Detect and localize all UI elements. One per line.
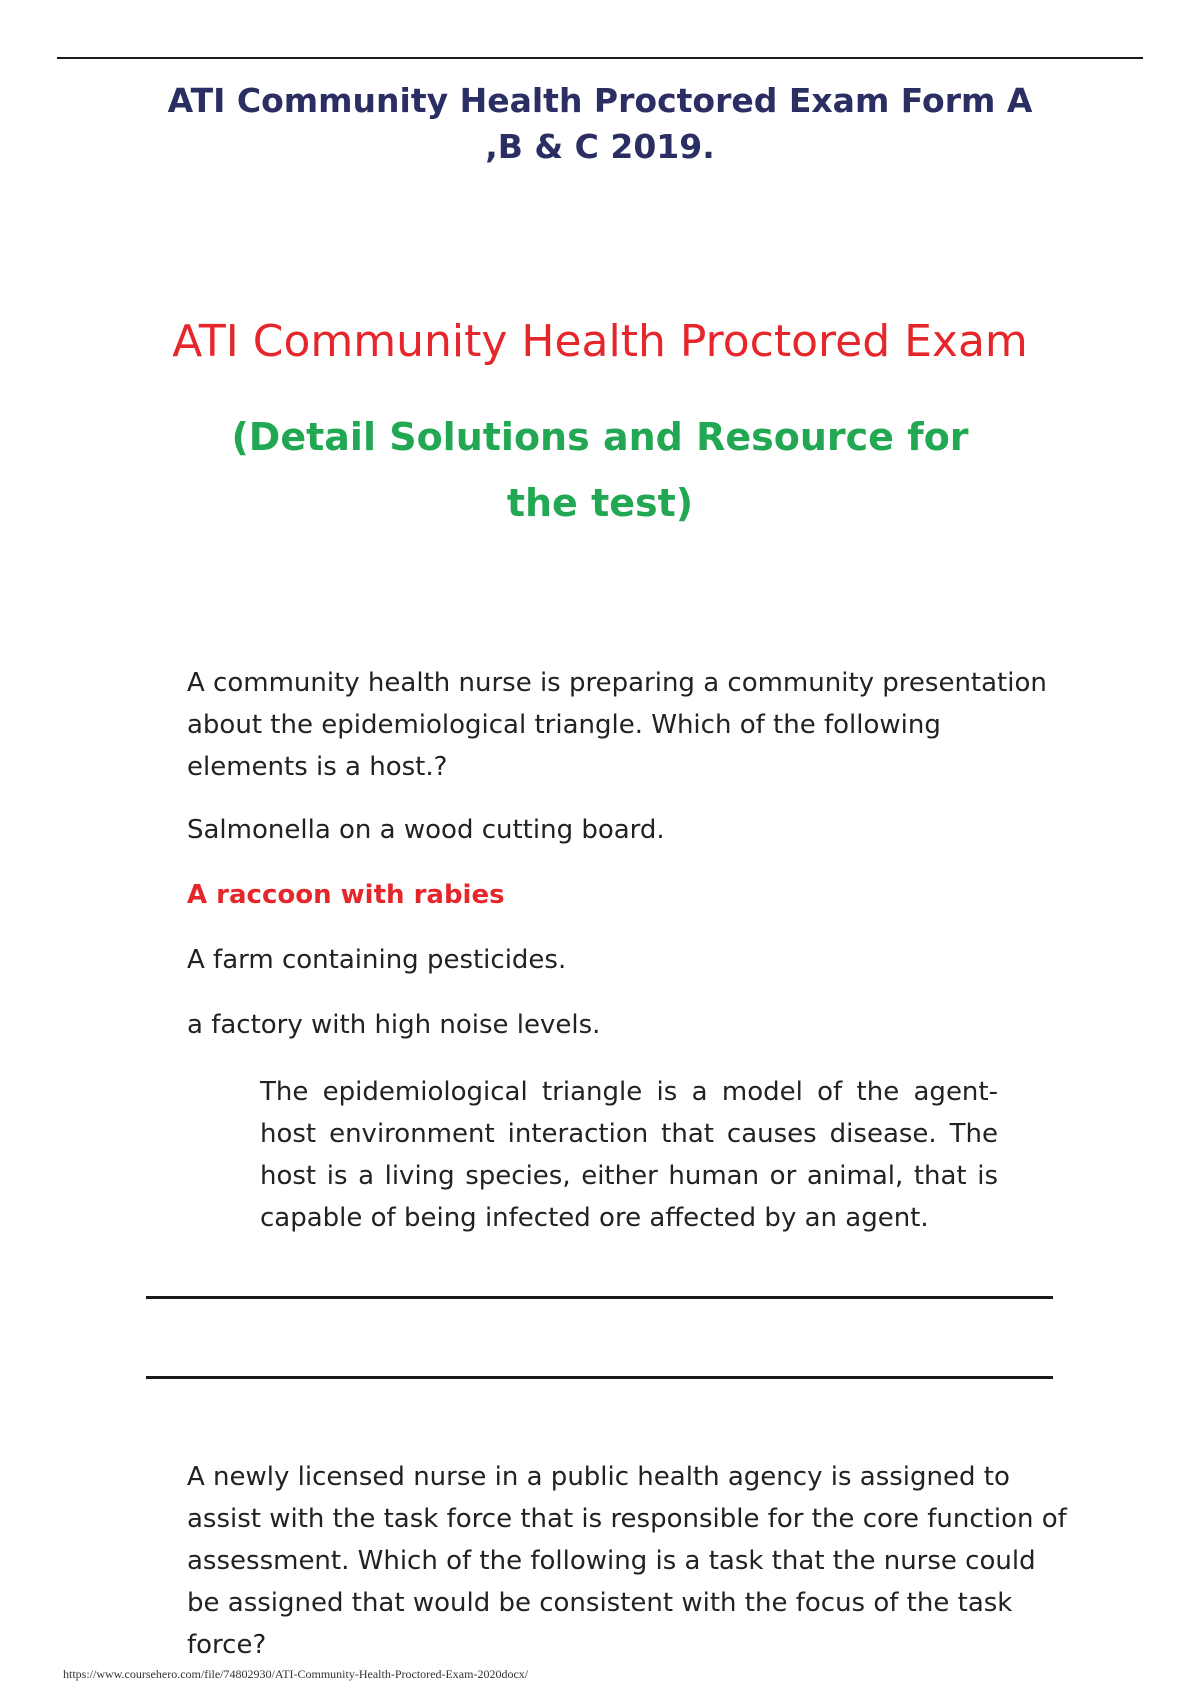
question-1-rationale: The epidemiological triangle is a model of the agent-host environment interaction that causes disease. The host is a living species, either human or animal, that is capable of being infected ore affected by an agent. xyxy=(260,1077,998,1233)
top-divider xyxy=(57,57,1143,59)
question-1-text: A community health nurse is preparing a community presentation about the epidemiological triangle. Which of the following elements is a host.? xyxy=(187,668,1047,782)
question-1-option-2-correct: A raccoon with rabies xyxy=(187,880,505,910)
document-title: ATI Community Health Proctored Exam Form A ,B & C 2019. xyxy=(167,81,1033,166)
source-url-footer: https://www.coursehero.com/file/74802930/ATI-Community-Health-Proctored-Exam-2020docx/ xyxy=(63,1667,529,1681)
main-heading: ATI Community Health Proctored Exam xyxy=(172,316,1028,367)
section-divider-1 xyxy=(146,1296,1053,1299)
question-1-option-3: A farm containing pesticides. xyxy=(187,945,567,975)
question-1-option-4: a factory with high noise levels. xyxy=(187,1010,601,1040)
section-divider-2 xyxy=(146,1376,1053,1379)
question-2-text: A newly licensed nurse in a public health agency is assigned to assist with the task force that is responsible for the core function of assessment. Which of the following is a task that the nurse could be assigned that would be consistent with the focus of the task force? xyxy=(187,1462,1067,1660)
question-1-option-1: Salmonella on a wood cutting board. xyxy=(187,815,665,845)
subheading: (Detail Solutions and Resource for the test) xyxy=(231,415,969,525)
